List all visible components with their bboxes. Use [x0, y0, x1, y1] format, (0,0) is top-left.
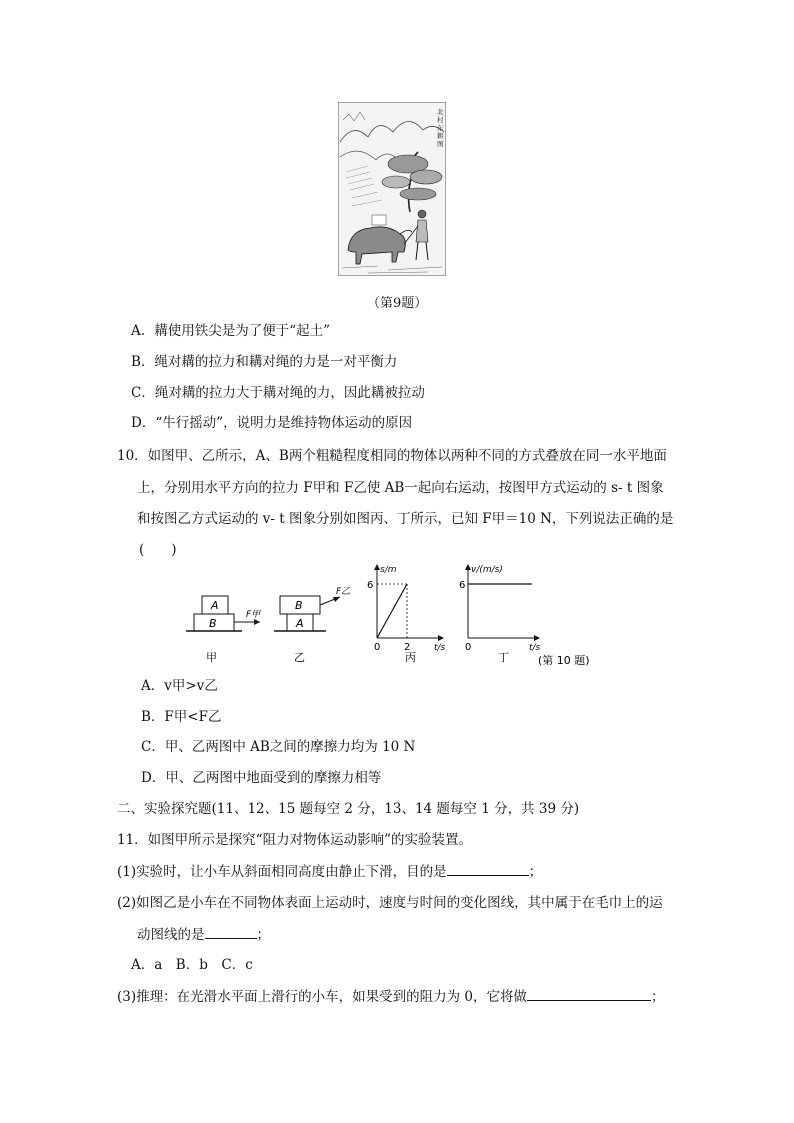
inscription-char: 东 [437, 124, 444, 132]
bing-label: 丙 [405, 651, 416, 664]
bing-x-tick: 2 [404, 642, 411, 653]
q11-part2-blank[interactable] [205, 924, 257, 939]
bing-data-line [377, 584, 407, 638]
q11-part2-end: ； [256, 927, 270, 943]
bing-ylabel: s/m [380, 565, 397, 575]
inscription-char: 村 [437, 116, 444, 124]
jia-top-block-label: A [211, 599, 219, 612]
q11-part2-line1: (2)如图乙是小车在不同物体表面上运动时，速度与时间的变化图线，其中属于在毛巾上的运 [117, 895, 663, 911]
inscription-char: 耕 [437, 132, 444, 140]
q9-option-d: D．“牛行摇动”，说明力是维持物体运动的原因 [131, 415, 413, 431]
bing-y-tick: 6 [367, 580, 374, 591]
q11-part1-text: (1)实验时，让小车从斜面相同高度由静止下滑，目的是 [117, 864, 447, 880]
q11-part3-end: ； [651, 989, 665, 1005]
bing-xlabel: t/s [434, 643, 446, 653]
ding-y-tick: 6 [459, 580, 466, 591]
woodcut-plowing-illustration [338, 102, 446, 276]
bing-origin: 0 [374, 642, 381, 653]
yi-top-block-label: B [295, 599, 303, 612]
q11-stem: 11．如图甲所示是探究“阻力对物体运动影响”的实验装置。 [117, 832, 472, 848]
q11-part1 [117, 861, 542, 882]
q10-option-b: B．F甲<F乙 [141, 709, 222, 725]
q11-part2-line2 [137, 924, 270, 945]
section-2-heading: 二、实验探究题(11、12、15 题每空 2 分，13、14 题每空 1 分，共 39 分) [117, 801, 580, 817]
ding-origin: 0 [465, 642, 472, 653]
yi-label: 乙 [294, 651, 305, 664]
ding-ylabel: v/(m/s) [471, 565, 503, 575]
yi-force-label: F乙 [336, 587, 351, 597]
q10-answer-paren: ( ) [139, 542, 177, 558]
yi-bottom-block-label: A [296, 617, 304, 630]
q9-option-a: A．耩使用铁尖是为了便于“起土” [131, 323, 331, 339]
q11-part3-text: (3)推理：在光滑水平面上滑行的小车，如果受到的阻力为 0，它将做 [117, 989, 528, 1005]
q11-part2-options: A．a B．b C．c [131, 957, 253, 973]
q11-part2-text: 动图线的是 [137, 927, 205, 943]
figure-9-caption: （第9题） [367, 296, 428, 311]
jia-force-label: F甲 [246, 610, 261, 620]
q10-stem-line3: 和按图乙方式运动的 v- t 图象分别如图丙、丁所示，已知 F甲＝10 N，下列说法正确的是 [137, 511, 674, 527]
q10-option-a: A．v甲>v乙 [141, 678, 218, 694]
jia-bottom-block-label: B [209, 617, 217, 630]
graph-bing [367, 564, 446, 664]
q9-option-b: B．绳对耩的拉力和耩对绳的力是一对平衡力 [131, 354, 398, 370]
ding-label: 丁 [498, 651, 509, 664]
q9-option-c: C．绳对耩的拉力大于耩对绳的力，因此耩被拉动 [131, 385, 425, 401]
inscription-char: 北 [437, 108, 444, 116]
q10-option-d: D．甲、乙两图中地面受到的摩擦力相等 [141, 770, 382, 786]
inscription-char: 图 [437, 140, 444, 148]
q10-option-c: C．甲、乙两图中 AB之间的摩擦力均为 10 N [141, 739, 416, 755]
q10-stem-line1: 10．如图甲、乙所示，A、B两个粗糙程度相同的物体以两种不同的方式叠放在同一水平地面 [117, 448, 667, 464]
q11-part3 [117, 986, 665, 1007]
q10-stem-line2: 上，分别用水平方向的拉力 F甲和 F乙使 AB一起向右运动，按图甲方式运动的 s- t 图象 [137, 480, 664, 496]
q11-part3-blank[interactable] [527, 986, 651, 1001]
figure-10-caption: (第 10 题) [538, 654, 590, 667]
jia-label: 甲 [206, 651, 217, 664]
diagram-yi [274, 587, 350, 664]
q11-part1-end: ； [528, 864, 543, 880]
graph-ding [459, 564, 541, 664]
ding-xlabel: t/s [529, 643, 541, 653]
figure-10 [180, 560, 610, 670]
q11-part1-blank[interactable] [447, 861, 529, 876]
diagram-jia [186, 596, 261, 664]
